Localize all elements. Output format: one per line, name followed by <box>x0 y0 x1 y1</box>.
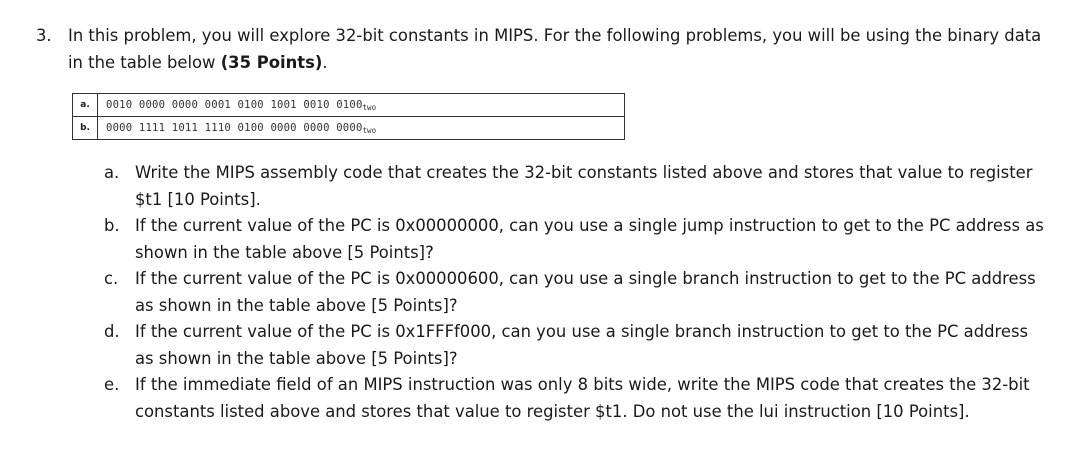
list-item <box>104 213 1044 266</box>
subpart-letter: c. <box>104 269 119 288</box>
subpart-letter: b. <box>104 216 120 235</box>
subpart-text: If the current value of the PC is 0x00000600, can you use a single branch instruction to get to the PC address as shown in the table above [5 Points]? <box>135 269 1036 315</box>
problem-points: (35 Points) <box>220 53 323 72</box>
subpart-letter: e. <box>104 375 120 394</box>
list-item <box>104 319 1044 372</box>
row-value <box>98 117 625 140</box>
subpart-text: Write the MIPS assembly code that creates the 32-bit constants listed above and stores that value to register $t1 [10 Points]. <box>135 163 1033 209</box>
row-label: a. <box>73 94 98 117</box>
subpart-text: If the current value of the PC is 0x1FFFf000, can you use a single branch instruction to get to the PC address as shown in the table above [5 Points]? <box>135 322 1029 368</box>
subpart-letter: d. <box>104 322 120 341</box>
subpart-letter: a. <box>104 163 120 182</box>
binary-data-table <box>72 93 625 140</box>
binary-value: 0010 0000 0000 0001 0100 1001 0010 0100 <box>106 98 363 111</box>
base-subscript: two <box>362 102 377 112</box>
subpart-text: If the current value of the PC is 0x00000000, can you use a single jump instruction to get to the PC address as shown in the table above [5 Points]? <box>135 216 1044 262</box>
row-label: b. <box>73 117 98 140</box>
list-item <box>104 160 1044 213</box>
base-subscript: two <box>362 125 377 135</box>
binary-value: 0000 1111 1011 1110 0100 0000 0000 0000 <box>106 121 363 134</box>
table-row <box>73 94 625 117</box>
list-item <box>104 372 1044 425</box>
row-value <box>98 94 625 117</box>
list-item <box>104 266 1044 319</box>
subpart-list <box>104 160 1044 425</box>
problem-text: In this problem, you will explore 32-bit constants in MIPS. For the following problems, you will be using the binary data in the table below <box>68 26 1042 72</box>
problem-end: . <box>322 53 328 72</box>
problem-statement <box>36 22 1046 76</box>
problem-number: 3. <box>36 26 52 45</box>
problem-text-block <box>68 22 1046 76</box>
subpart-text: If the immediate field of an MIPS instruction was only 8 bits wide, write the MIPS code that creates the 32-bit constants listed above and stores that value to register $t1. Do not use the lui instruction [10 Points]. <box>135 375 1030 421</box>
table-row <box>73 117 625 140</box>
